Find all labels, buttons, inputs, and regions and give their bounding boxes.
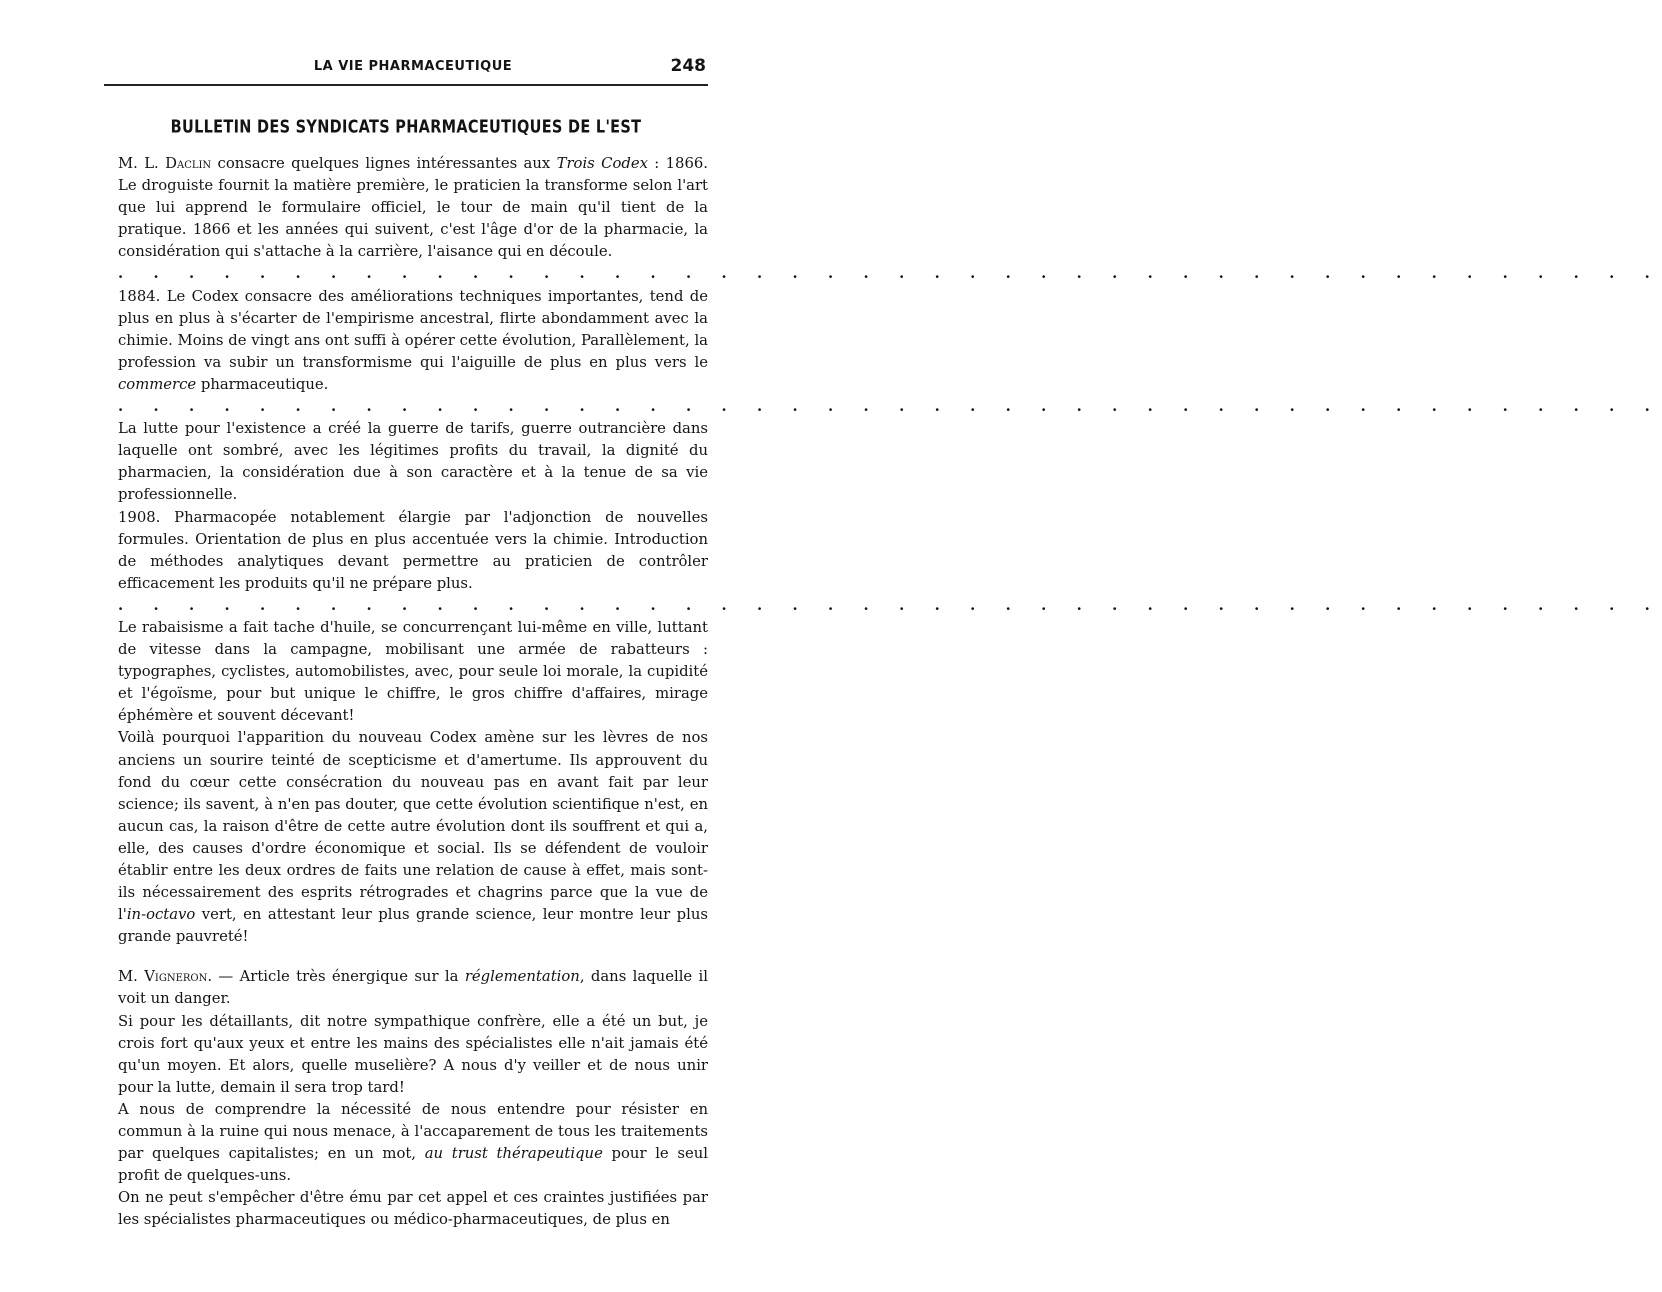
italic-text: in-octavo <box>126 906 196 924</box>
page-number: 248 <box>670 56 706 76</box>
running-title: LA VIE PHARMACEUTIQUE <box>313 59 513 74</box>
paragraph-text: A nous de comprendre la nécessité de nous entendre pour résister en commun à la ruine qui nous menace, à l'accaparement de tous les traitements par quelques capitalistes; en un mot, <box>118 1100 708 1163</box>
paragraph-1884 <box>118 286 708 396</box>
paragraph-text: : 1866. Le droguiste fournit la matière première, le praticien la transforme selon l'art que lui apprend le formulaire officiel, le tour de main qu'il tient de la pratique. 1866 et les années qui suivent, c'est l'âge d'or de la pharmacie, la considération qui s'attache à la carrière, l'aisance qui en découle. <box>118 155 708 261</box>
paragraph-text: pour le seul profit de quelques-uns. <box>118 1145 708 1185</box>
author-prefix: M. L. <box>118 155 166 172</box>
paragraph-vigneron <box>118 966 708 1010</box>
ellipsis-row: . . . . . . . . . . . . . . . . . . . . . . . . . . . . . . . . . . . . . . . . . . . . <box>118 596 1662 614</box>
paragraph-text: , dans laquelle il voit un danger. <box>118 968 709 1008</box>
author-name: Daclin <box>165 155 212 172</box>
author-name: Vigneron <box>144 968 208 986</box>
italic-text: au trust thérapeutique <box>424 1145 603 1163</box>
italic-text: Trois Codex <box>556 155 648 172</box>
author-prefix: M. <box>118 968 145 986</box>
section-title: BULLETIN DES SYNDICATS PHARMACEUTIQUES DE L'EST <box>170 118 642 138</box>
paragraph-codex <box>118 727 708 948</box>
paragraph-detaillants: Si pour les détaillants, dit notre sympathique confrère, elle a été un but, je crois fort qu'aux yeux et entre les mains des spécialistes elle n'ait jamais été qu'un moyen. Et alors, quelle muselière? A nous d'y veiller et de nous unir pour la lutte, demain il sera trop tard! <box>118 1012 708 1096</box>
ellipsis-row: . . . . . . . . . . . . . . . . . . . . . . . . . . . . . . . . . . . . . . . . . . . . <box>118 398 1662 416</box>
paragraph-comprendre <box>118 1099 708 1187</box>
paragraph-text: . — Article très énergique sur la <box>207 968 465 986</box>
paragraph-daclin <box>118 153 708 263</box>
page-header <box>118 54 708 80</box>
paragraph-text: pharmaceutique. <box>196 375 329 393</box>
paragraph-1908: 1908. Pharmacopée notablement élargie par l'adjonction de nouvelles formules. Orientation de plus en plus accentuée vers la chimie. Introduction de méthodes analytiques devant permettre au praticien de contrôler efficacement les produits qu'il ne prépare plus. <box>118 508 708 592</box>
paragraph-empecher: On ne peut s'empêcher d'être ému par cet appel et ces craintes justifiées par les spécialistes pharmaceutiques ou médico-pharmaceutiques, de plus en <box>118 1189 708 1229</box>
italic-text: réglementation <box>464 968 580 986</box>
paragraph-text: 1884. Le Codex consacre des améliorations techniques importantes, tend de plus en plus à s'écarter de l'empirisme ancestral, flirte abondamment avec la chimie. Moins de vingt ans ont suffi à opérer cette évolution, Parallèlement, la profession va subir un transformisme qui l'aiguille de plus en plus vers le <box>118 287 708 371</box>
paragraph-rabaisisme: Le rabaisisme a fait tache d'huile, se concurrençant lui-même en ville, luttant de vitesse dans la campagne, mobilisant une armée de rabatteurs : typographes, cyclistes, automobilistes, avec, pour seule loi morale, la cupidité et l'égoïsme, pour but unique le chiffre, le gros chiffre d'affaires, mirage éphémère et souvent décevant! <box>118 618 708 725</box>
article-body <box>118 153 1662 1232</box>
ellipsis-row: . . . . . . . . . . . . . . . . . . . . . . . . . . . . . . . . . . . . . . . . . . . . <box>118 265 1662 283</box>
italic-text: commerce <box>118 375 197 393</box>
paragraph-gap <box>118 948 708 966</box>
paragraph-text: consacre quelques lignes intéressantes aux <box>211 155 557 172</box>
header-rule <box>104 84 708 86</box>
paragraph-text: Voilà pourquoi l'apparition du nouveau Codex amène sur les lèvres de nos anciens un sourire teinté de scepticisme et d'amertume. Ils approuvent du fond du cœur cette consécration du nouveau pas en avant fait par leur science; ils savent, à n'en pas douter, que cette évolution scientifique n'est, en aucun cas, la raison d'être de cette autre évolution dont ils souffrent et qui a, elle, des causes d'ordre économique et social. Ils se défendent de vouloir établir entre les deux ordres de faits une relation de cause à effet, mais sont-ils nécessairement des esprits rétrogrades et chagrins parce que la vue de l' <box>118 729 708 924</box>
paragraph-lutte: La lutte pour l'existence a créé la guerre de tarifs, guerre outrancière dans laquelle ont sombré, avec les légitimes profits du travail, la dignité du pharmacien, la considération due à son caractère et à la tenue de sa vie professionnelle. <box>118 420 708 504</box>
paragraph-text: vert, en attestant leur plus grande science, leur montre leur plus grande pauvreté! <box>118 906 708 946</box>
